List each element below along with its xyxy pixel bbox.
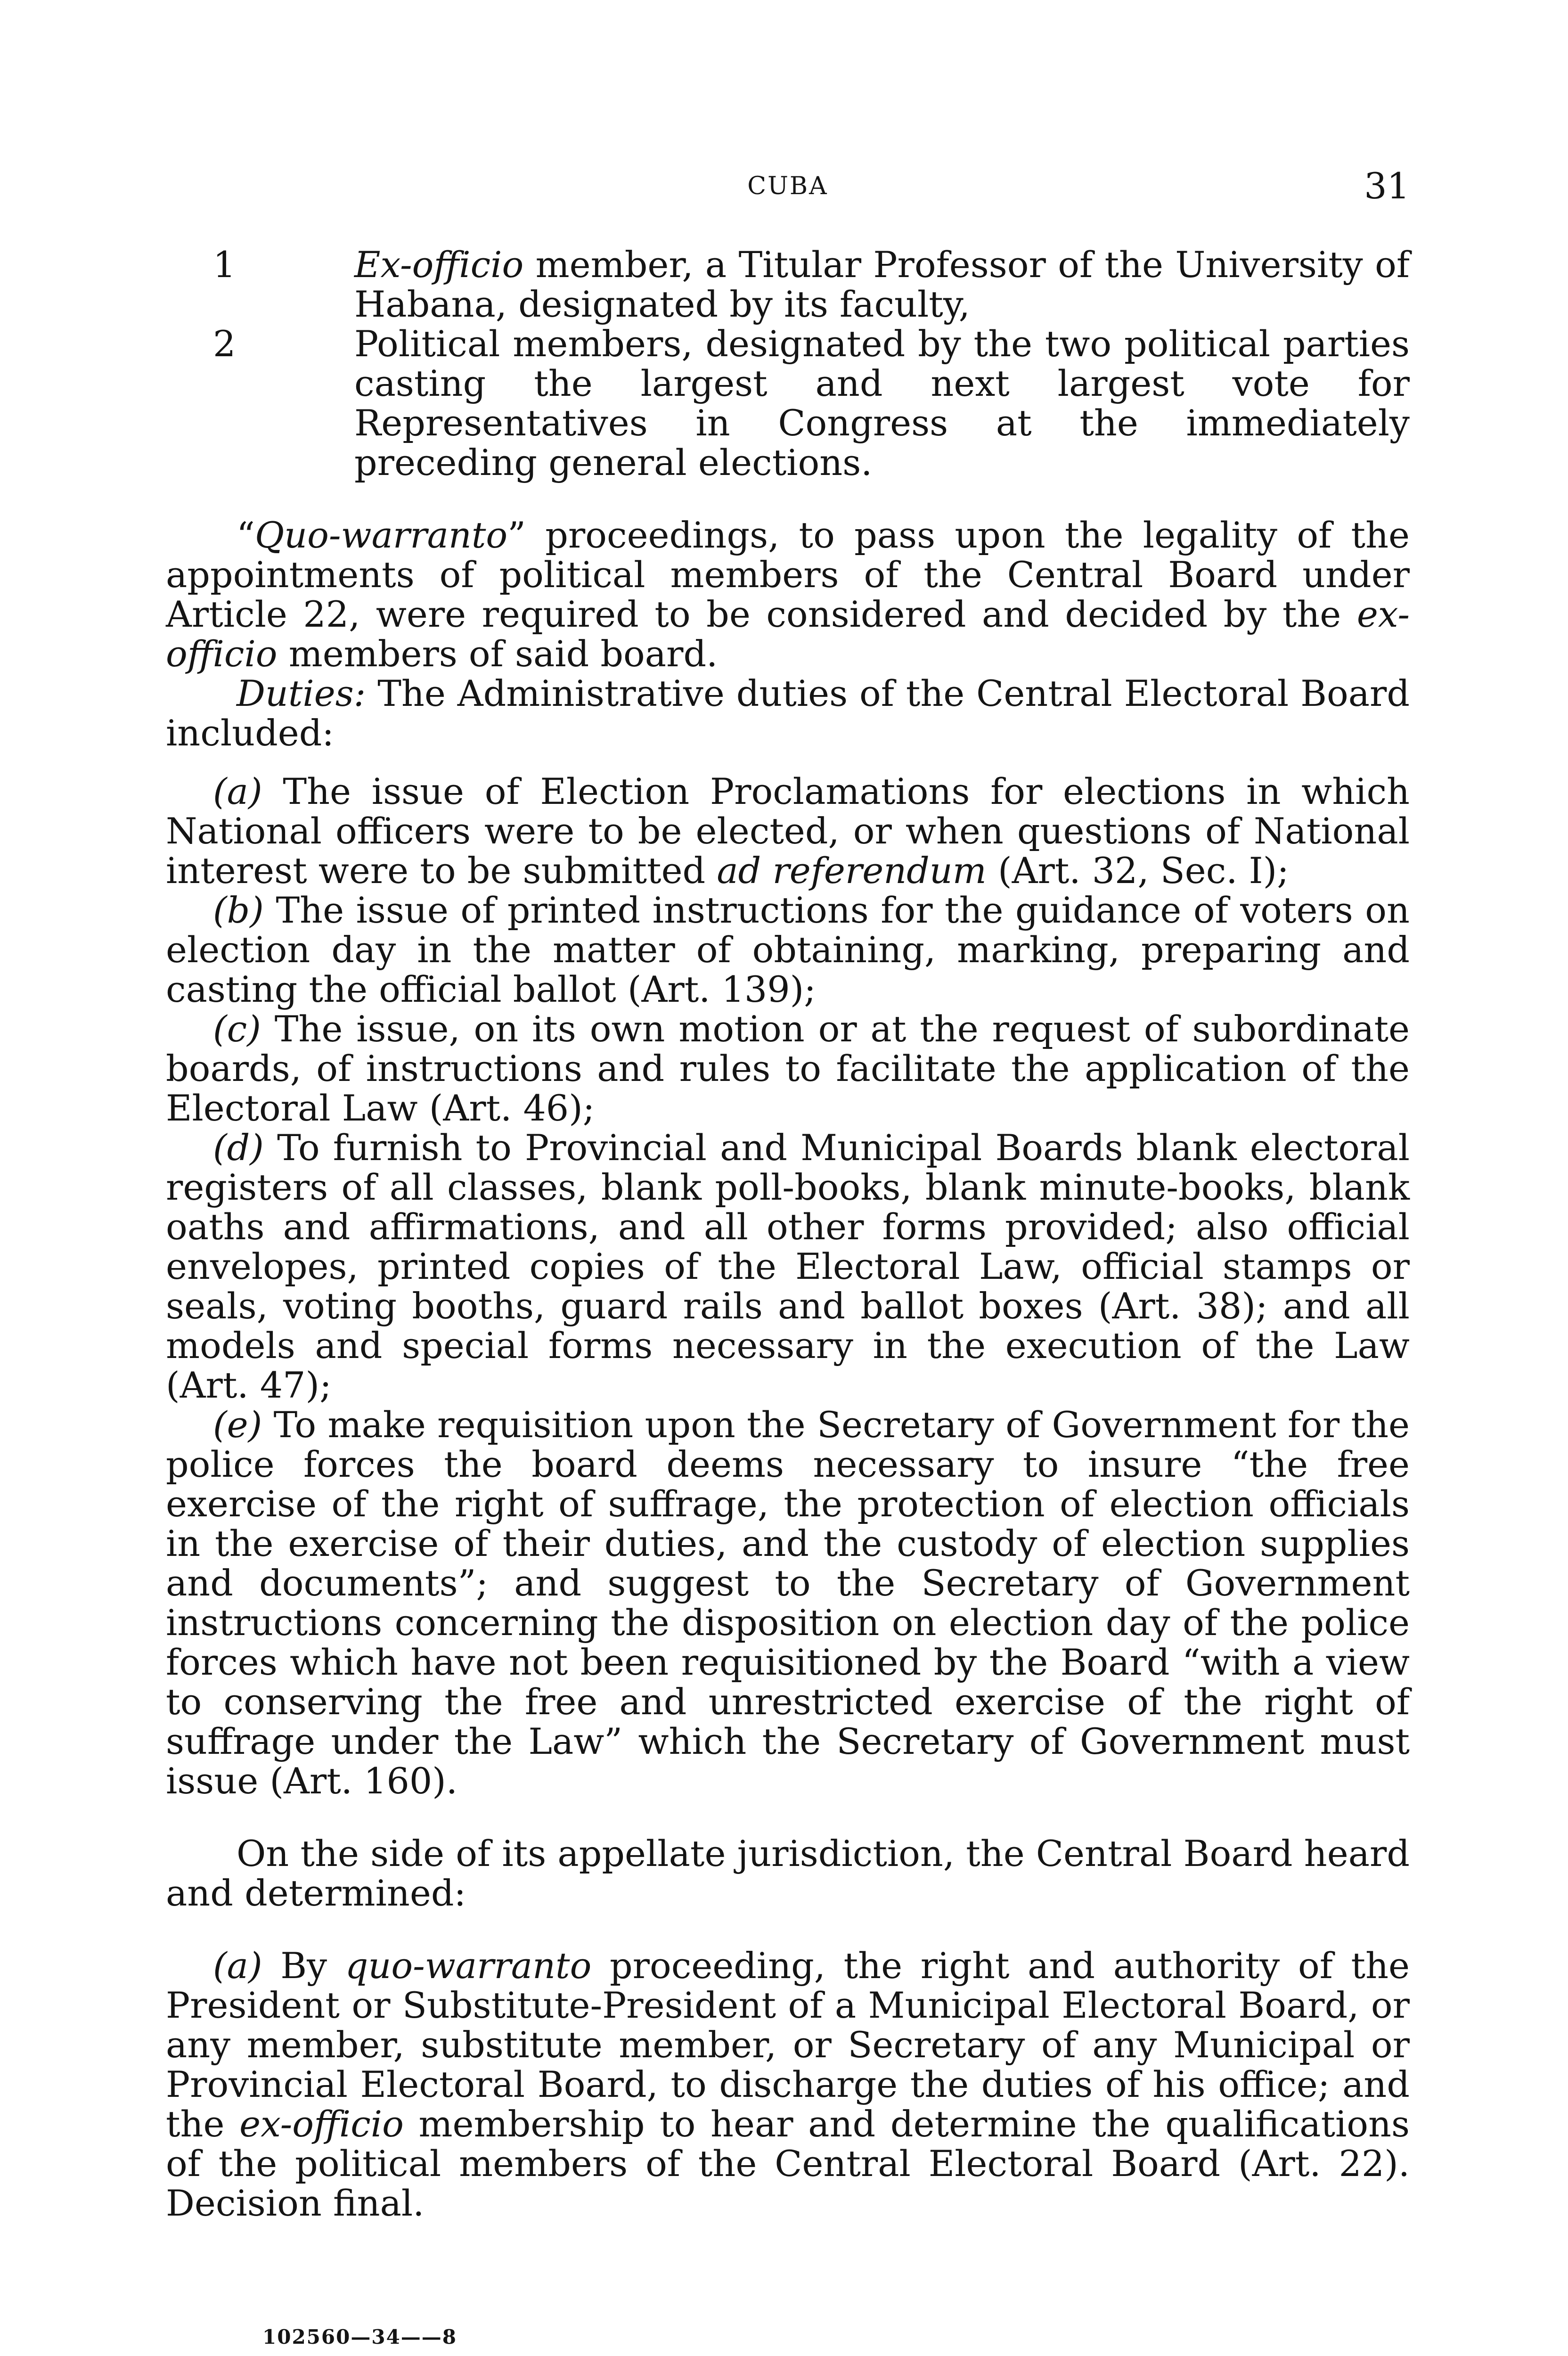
duties-paragraph — [166, 674, 1410, 753]
paragraph-text: The Administrative duties of the Central Electoral Board included: — [166, 672, 1410, 754]
page-number: 31 — [1364, 165, 1410, 207]
item-text: membership to hear and determine the qualifications of the political members of the Central Electoral Board (Art. 22). Decision final. — [166, 2103, 1410, 2224]
duty-item-b — [166, 891, 1410, 1009]
duty-item-e — [166, 1405, 1410, 1801]
list-item-text: Political members, designated by the two political parties casting the largest and next largest vote for Representatives in Congress at the immediately preceding general elections. — [354, 323, 1410, 483]
italic-term: Ex-officio — [354, 244, 524, 286]
item-text: The issue of printed instructions for the guidance of voters on election day in the matter of obtaining, marking, preparing and casting the official ballot (Art. 139); — [166, 889, 1410, 1010]
item-text: The issue, on its own motion or at the request of subordinate boards, of instructions and rules to facilitate the application of the Electoral Law (Art. 46); — [166, 1008, 1410, 1129]
printer-signature-code: 102560—34——8 — [262, 2325, 457, 2348]
item-text: To make requisition upon the Secretary of Government for the police forces the board deems necessary to insure “the free exercise of the right of suffrage, the protection of election officials in the exercise of their duties, and the custody of election supplies and documents”; and suggest to the Secretary of Government instructions concerning the disposition on election day of the police forces which have not been requisitioned by the Board “with a view to conserving the free and unrestricted exercise of the right of suffrage under the Law” which the Secretary of Government must issue (Art. 160). — [166, 1404, 1410, 1802]
italic-term: ad referendum — [717, 850, 987, 892]
item-text: (Art. 32, Sec. I); — [986, 850, 1289, 892]
list-item-political — [166, 324, 1410, 483]
running-head — [166, 167, 1410, 224]
item-letter: (d) — [213, 1127, 264, 1169]
list-number: 1 — [213, 244, 236, 286]
duties-heading: Duties: — [237, 672, 366, 714]
item-text: proceeding, the right and authority of the President or Substitute-President of a Municipal Electoral Board, or any member, substitute member, or Secretary of any Municipal or Provincial Electoral Board, to discharge the duties of his office; and the — [166, 1945, 1410, 2145]
open-quote: “ — [237, 514, 255, 556]
duty-item-a — [166, 772, 1410, 891]
item-letter: (a) — [213, 770, 262, 812]
list-number: 2 — [213, 323, 236, 365]
item-letter: (e) — [213, 1404, 262, 1446]
list-item-ex-officio — [166, 245, 1410, 324]
italic-term: ex-officio — [166, 593, 1410, 675]
italic-term: ex-officio — [239, 2103, 404, 2145]
body-text — [166, 245, 1410, 2223]
item-text: The issue of Election Proclamations for elections in which National officers were to be elected, or when questions of National interest were to be submitted — [166, 770, 1410, 892]
item-letter: (c) — [213, 1008, 261, 1050]
duty-item-d — [166, 1128, 1410, 1405]
appellate-item-a — [166, 1946, 1410, 2223]
item-text: To furnish to Provincial and Municipal Boards blank electoral registers of all classes, blank poll-books, blank minute-books, blank oaths and affirmations, and all other forms provided; also official envelopes, printed copies of the Electoral Law, official stamps or seals, voting booths, guard rails and ballot boxes (Art. 38); and all models and special forms necessary in the execution of the Law (Art. 47); — [166, 1127, 1410, 1406]
item-letter: (a) — [213, 1945, 262, 1987]
quo-warranto-paragraph — [166, 515, 1410, 674]
appellate-paragraph: On the side of its appellate jurisdiction, the Central Board heard and determined: — [166, 1832, 1410, 1914]
item-text: By — [262, 1945, 345, 1987]
item-letter: (b) — [213, 889, 264, 931]
duty-item-c — [166, 1009, 1410, 1128]
paragraph-text: ” proceedings, to pass upon the legality of the appointments of political members of the Central Board under Article 22, were required to be considered and decided by the — [166, 514, 1410, 635]
document-page — [166, 0, 1410, 2356]
paragraph-text: members of said board. — [277, 633, 718, 675]
italic-term: Quo-warranto — [254, 514, 508, 556]
running-title: CUBA — [747, 172, 828, 200]
list-item-text: member, a Titular Professor of the University of Habana, designated by its faculty, — [354, 244, 1410, 325]
italic-term: quo-warranto — [345, 1945, 592, 1987]
